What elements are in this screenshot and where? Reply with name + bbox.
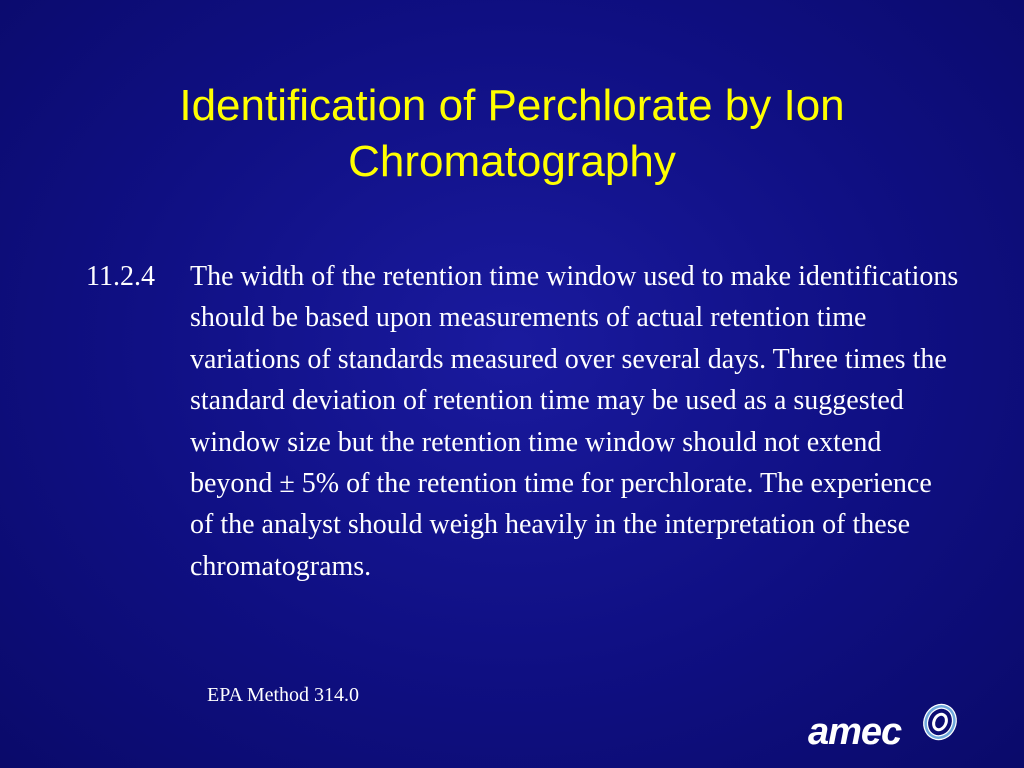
section-text: The width of the retention time window used to make identifications should be based upon measurements of actual retention time variations of standards measured over several days. Three times the standard deviation of retention time may be used as a suggested window size but the retention time window should not extend beyond ± 5% of the retention time for perchlorate. The experience of the analyst should weigh heavily in the interpretation of these chromatograms.	[190, 261, 959, 582]
section-number: 11.2.4	[86, 261, 155, 292]
company-logo	[808, 702, 958, 754]
citation: EPA Method 314.0	[207, 684, 360, 706]
logo-text: amec	[808, 711, 902, 753]
amec-ring-logo-icon	[920, 702, 960, 742]
slide-title: Identification of Perchlorate by Ion Chromatography	[179, 81, 845, 186]
